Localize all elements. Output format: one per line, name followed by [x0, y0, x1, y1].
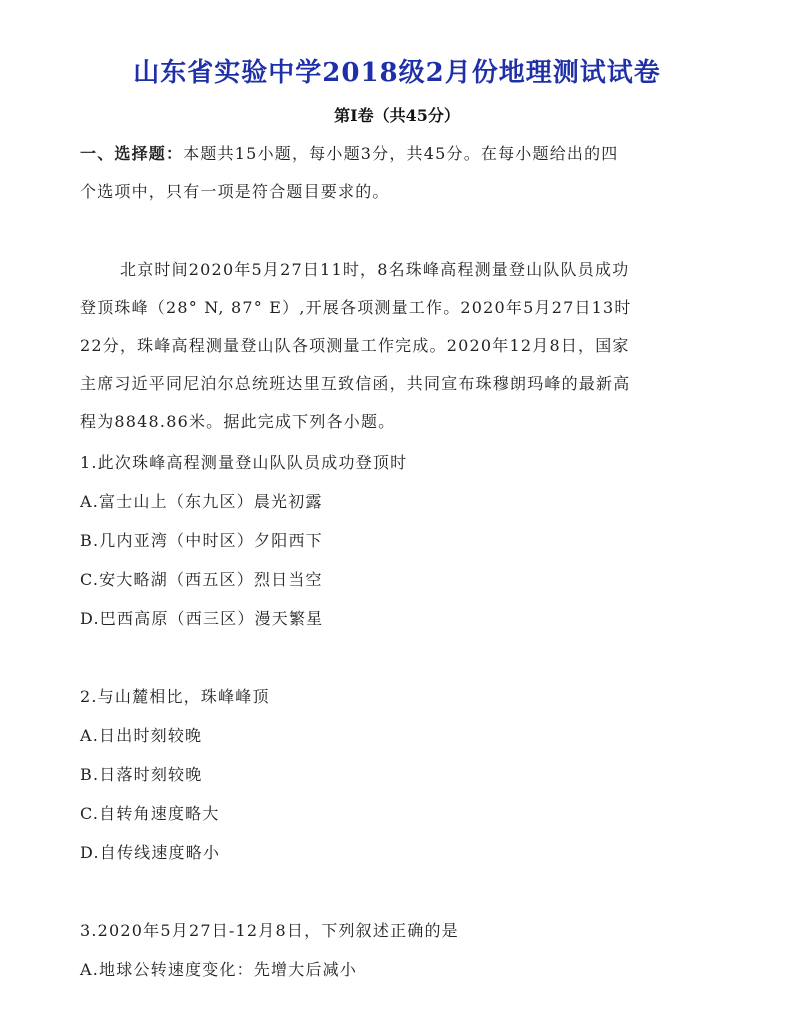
answer-option: C.安大略湖（西五区）烈日当空 — [80, 570, 323, 589]
section-label: 一、选择题： — [80, 144, 184, 163]
passage-line: 22分，珠峰高程测量登山队各项测量工作完成。2020年12月8日，国家 — [80, 336, 630, 355]
passage-line: 程为8848.86米。据此完成下列各小题。 — [80, 412, 396, 431]
answer-option: D.自传线速度略小 — [80, 843, 221, 862]
answer-option: C.自转角速度略大 — [80, 804, 220, 823]
question-stem: 3.2020年5月27日-12月8日，下列叙述正确的是 — [80, 921, 459, 940]
answer-option: A.地球公转速度变化：先增大后减小 — [80, 960, 358, 979]
passage-line: 北京时间2020年5月27日11时，8名珠峰高程测量登山队队员成功 — [120, 260, 630, 279]
instruction-line — [80, 144, 720, 164]
answer-option: B.几内亚湾（中时区）夕阳西下 — [80, 531, 323, 550]
answer-option: A.富士山上（东九区）晨光初露 — [80, 492, 323, 511]
question-stem: 1.此次珠峰高程测量登山队队员成功登顶时 — [80, 453, 408, 472]
passage-line: 主席习近平同尼泊尔总统班达里互致信函，共同宣布珠穆朗玛峰的最新高 — [80, 374, 631, 393]
answer-option: B.日落时刻较晚 — [80, 765, 203, 784]
answer-option: D.巴西高原（西三区）漫天繁星 — [80, 609, 324, 628]
answer-option: A.日出时刻较晚 — [80, 726, 203, 745]
page-title: 山东省实验中学2018级2月份地理测试试卷 — [133, 58, 661, 88]
section-heading: 第Ⅰ卷（共45分） — [334, 106, 460, 125]
question-stem: 2.与山麓相比，珠峰峰顶 — [80, 687, 270, 706]
instruction-text: 本题共15小题，每小题3分，共45分。在每小题给出的四 — [183, 144, 619, 163]
passage-line: 登顶珠峰（28° N, 87° E）,开展各项测量工作。2020年5月27日13时 — [80, 298, 632, 317]
instruction-line: 个选项中，只有一项是符合题目要求的。 — [80, 182, 390, 201]
